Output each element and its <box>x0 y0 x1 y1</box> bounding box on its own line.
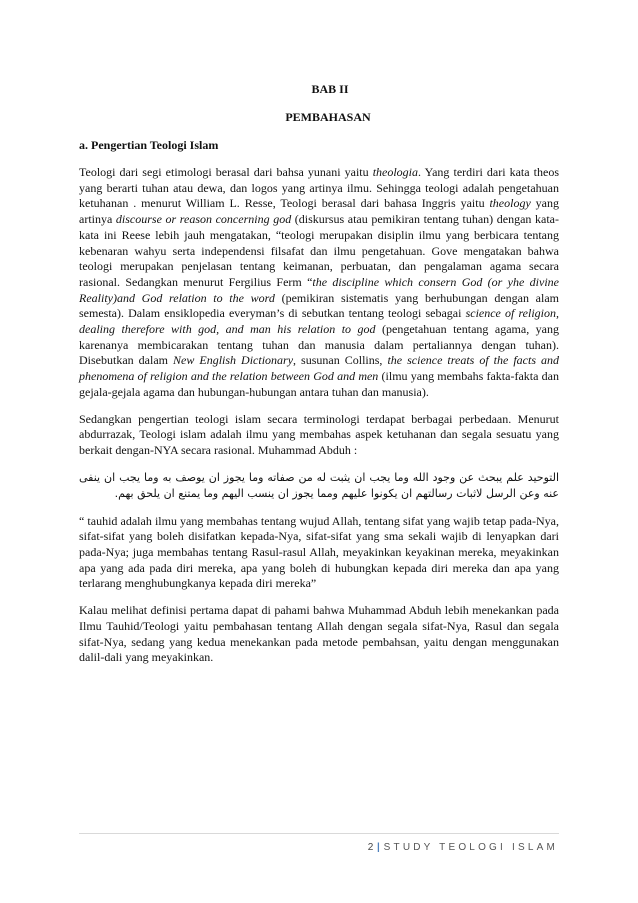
page-footer <box>368 842 558 853</box>
arabic-quote: التوحيد علم يبحث عن وجود الله وما يجب ان يثبت له من صفاته وما يجوز ان يوصف به وما يجب ان ينفى عنه وعن الرسل لاثبات رسالتهم ان يكونوا عليهم ومما يجوز ان ينسب اليهم وما يمتنع ان يلحق بهم. <box>79 470 559 501</box>
italic-term: theology <box>489 196 531 211</box>
text-run: (pengetahuan tentang agama, yang karenanya membicarakan tentang tuhan dan manusia dalam pertaliannya dengan tuhan). Disebutkan dalam <box>79 322 559 368</box>
paragraph-translation: “ tauhid adalah ilmu yang membahas tentang wujud Allah, tentang sifat yang wajib tetap pada-Nya, sifat-sifat yang boleh disifatkan kepada-Nya, sifat-sifat yang sma sekali wajib di lenyapkan dari pada-Nya; juga membahas tentang Rasul-rasul Allah, meyakinkan keyakinan mereka, meyakinkan apa yang ada pada diri mereka, apa yang boleh di hubungkan kepada diri mereka dan apa yang terlarang menghubungkanya kepada diri mereka” <box>79 513 559 591</box>
section-heading: a. Pengertian Teologi Islam <box>79 138 219 152</box>
italic-term: science of religion, dealing therefore with god, and man his relation to god <box>79 306 559 337</box>
footer-separator: | <box>377 842 381 853</box>
text-run: Teologi dari segi etimologi berasal dari bahsa yunani yaitu <box>79 165 373 179</box>
text-run: (diskursus atau pemikiran tentang tuhan) dengan kata-kata ini Reese lebih jauh mengatakan, “teologi merupakan disiplin ilmu yang berbicara tentang kebenaran wahyu serta independensi filsafat dan ilmu pengetahuan. Gove mengatakan bahwa teologi merupakan penjelasan tentang keimanan, perbuatan, dan pengalaman agama secara rasional. Sedangkan menurut Fergilius Ferm “ <box>79 212 559 289</box>
paragraph-conclusion: Kalau melihat definisi pertama dapat di pahami bahwa Muhammad Abduh lebih menekankan pada Ilmu Tauhid/Teologi yaitu pembahasan tentang Allah dengan segala sifat-Nya, Rasul dan segala sifat-Nya, sedang yang kedua menekankan pada metode pembahsan, yaitu dengan menggunakan dalil-dali yang meyakinkan. <box>79 603 559 665</box>
italic-term: the discipline which consern God (or yhe divine Reality)and God relation to the word <box>79 274 559 305</box>
italic-term: theologia <box>372 165 419 179</box>
body-text <box>79 165 559 677</box>
text-run: . Yang terdiri dari kata theos yang berarti tuhan atau dewa, dan logos yang artinya ilmu. Sehingga teologi adalah pengetahuan ketuhanan . menurut William L. Resse, Teologi berasal dari bahasa Inggris yaitu <box>79 165 559 211</box>
footer-divider <box>79 833 559 834</box>
page-number: 2 <box>367 842 374 853</box>
italic-term: the science treats of the facts and phenomena of religion and the relation between God and men <box>79 353 560 384</box>
paragraph-etymology <box>79 165 559 401</box>
text-run: (pemikiran sistematis yang berhubungan dengan alam semesta). Dalam ensiklopedia everyman’s di sebutkan tentang teologi sebagai <box>79 290 559 321</box>
chapter-heading: BAB II <box>311 82 349 96</box>
chapter-title: PEMBAHASAN <box>285 110 371 124</box>
text-run: (ilmu yang membahs fakta-fakta dan gejala-gejala agama dan hubungan-hubungan antara tuhan dan manusia). <box>79 369 559 399</box>
text-run: yang artinya <box>79 196 560 227</box>
footer-label: STUDY TEOLOGI ISLAM <box>383 842 558 853</box>
paragraph-terminology: Sedangkan pengertian teologi islam secara terminologi terdapat berbagai perbedaan. Menurut abdurrazak, Teologi islam adalah ilmu yang membahas aspek ketuhanan dan segala sesuatu yang berkait dengan-NYA secara rasional. Muhammad Abduh : <box>79 411 559 457</box>
italic-term: discourse or reason concerning god <box>115 212 292 227</box>
italic-term: New English Dictionary <box>173 353 294 368</box>
text-run: , susunan Collins, <box>293 353 388 368</box>
